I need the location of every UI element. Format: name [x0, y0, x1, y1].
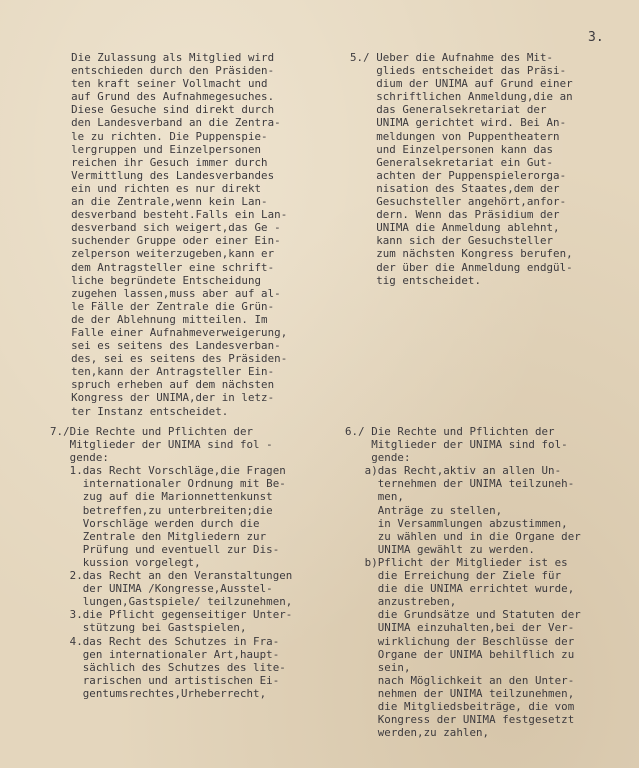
- text-line: des, sei es seitens des Präsiden-: [58, 352, 288, 366]
- text-line: der UNIMA /Kongresse,Ausstel-: [50, 582, 273, 596]
- text-line: gende:: [345, 451, 411, 465]
- text-line: Diese Gesuche sind direkt durch: [58, 103, 275, 117]
- text-line: tig entscheidet.: [350, 273, 482, 287]
- text-line: dem Antragsteller eine schrift-: [58, 260, 275, 274]
- text-line: a)das Recht,aktiv an allen Un-: [345, 464, 562, 478]
- text-line: die Grundsätze und Statuten der: [345, 608, 581, 622]
- text-line: rarischen und artistischen Ei-: [50, 673, 280, 687]
- text-line: nehmen der UNIMA teilzunehmen,: [345, 686, 575, 700]
- text-line: meldungen von Puppentheatern: [350, 129, 560, 143]
- text-line: de der Ablehnung mitteilen. Im: [58, 312, 268, 326]
- text-line: anzustreben,: [345, 595, 457, 609]
- text-line: zu wählen und in die Organe der: [345, 529, 581, 543]
- text-line: 6./ Die Rechte und Pflichten der: [345, 425, 555, 438]
- text-line: achten der Puppenspielerorga-: [350, 168, 567, 182]
- text-line: Die Zulassung als Mitglied wird: [58, 51, 275, 64]
- text-line: 5./ Ueber die Aufnahme des Mit-: [350, 51, 554, 64]
- text-line: zug auf die Marionnettenkunst: [50, 490, 273, 504]
- text-line: sächlich des Schutzes des lite-: [50, 660, 286, 674]
- text-line: ein und richten es nur direkt: [58, 181, 262, 195]
- text-line: le Fälle der Zentrale die Grün-: [58, 299, 275, 313]
- text-line: nisation des Staates,dem der: [350, 181, 560, 195]
- text-line: spruch erheben auf dem nächsten: [58, 378, 275, 392]
- text-line: schriftlichen Anmeldung,die an: [350, 90, 573, 104]
- text-line: Organe der UNIMA behilflich zu: [345, 647, 575, 661]
- text-line: Mitglieder der UNIMA sind fol-: [345, 438, 568, 452]
- text-line: men,: [345, 490, 404, 504]
- text-line: nach Möglichkeit an den Unter-: [345, 673, 575, 687]
- text-line: Kongress der UNIMA,der in letz-: [58, 391, 275, 405]
- text-line: und Einzelpersonen kann das: [350, 142, 554, 156]
- text-line: UNIMA gewählt zu werden.: [345, 542, 535, 556]
- text-line: UNIMA die Anmeldung ablehnt,: [350, 221, 560, 235]
- section-admission-german-left: [58, 51, 287, 418]
- text-line: gen internationaler Art,haupt-: [50, 647, 280, 661]
- text-line: zugehen lassen,muss aber auf al-: [58, 286, 281, 300]
- text-line: ten,kann der Antragsteller Ein-: [58, 365, 275, 379]
- text-line: ter Instanz entscheidet.: [58, 404, 229, 418]
- text-line: b)Pflicht der Mitglieder ist es: [345, 555, 568, 569]
- text-line: desverband besteht.Falls ein Lan-: [58, 208, 288, 222]
- text-line: werden,zu zahlen,: [345, 726, 490, 740]
- text-line: Vorschläge werden durch die: [50, 516, 260, 530]
- section-7-rights-duties: [50, 425, 292, 700]
- text-line: liche begründete Entscheidung: [58, 273, 262, 287]
- text-line: kussion vorgelegt,: [50, 555, 201, 569]
- text-line: stützung bei Gastspielen,: [50, 621, 247, 635]
- text-line: die Mitgliedsbeiträge, die vom: [345, 699, 575, 713]
- text-line: UNIMA gerichtet wird. Bei An-: [350, 116, 567, 130]
- text-line: sein,: [345, 660, 411, 674]
- text-line: Kongress der UNIMA festgesetzt: [345, 713, 575, 727]
- text-line: der über die Anmeldung endgül-: [350, 260, 573, 274]
- text-line: le zu richten. Die Puppenspie-: [58, 129, 268, 143]
- text-line: Mitglieder der UNIMA sind fol -: [50, 438, 273, 452]
- text-line: glieds entscheidet das Präsi-: [350, 64, 567, 78]
- text-line: lungen,Gastspiele/ teilzunehmen,: [50, 595, 293, 609]
- text-line: sei es seitens des Landesverban-: [58, 339, 281, 353]
- text-line: in Versammlungen abzustimmen,: [345, 516, 568, 530]
- text-line: Falle einer Aufnahmeverweigerung,: [58, 325, 288, 339]
- text-line: Zentrale den Mitgliedern zur: [50, 529, 267, 543]
- section-5-admission: [350, 51, 573, 287]
- text-line: betreffen,zu unterbreiten;die: [50, 503, 273, 517]
- page-number: 3.: [588, 30, 604, 45]
- text-line: 7./Die Rechte und Pflichten der: [50, 425, 254, 438]
- text-line: zelperson weiterzugeben,kann er: [58, 247, 275, 261]
- text-line: kann sich der Gesuchsteller: [350, 234, 554, 248]
- text-line: wirklichung der Beschlüsse der: [345, 634, 575, 648]
- text-line: entschieden durch den Präsiden-: [58, 64, 275, 78]
- text-line: die Erreichung der Ziele für: [345, 569, 562, 583]
- text-line: an die Zentrale,wenn kein Lan-: [58, 195, 268, 209]
- text-line: ternehmen der UNIMA teilzuneh-: [345, 477, 575, 491]
- text-line: 2.das Recht an den Veranstaltungen: [50, 569, 293, 583]
- text-line: die die UNIMA errichtet wurde,: [345, 582, 575, 596]
- text-line: lergruppen und Einzelpersonen: [58, 142, 262, 156]
- text-line: ten kraft seiner Vollmacht und: [58, 77, 268, 91]
- text-line: 1.das Recht Vorschläge,die Fragen: [50, 464, 286, 478]
- text-line: suchender Gruppe oder einer Ein-: [58, 234, 281, 248]
- text-line: Vermittlung des Landesverbandes: [58, 168, 275, 182]
- text-line: Anträge zu stellen,: [345, 503, 503, 517]
- text-line: 4.das Recht des Schutzes in Fra-: [50, 634, 280, 648]
- text-line: gende:: [50, 451, 109, 465]
- text-line: Generalsekretariat ein Gut-: [350, 155, 554, 169]
- text-line: zum nächsten Kongress berufen,: [350, 247, 573, 261]
- text-line: dern. Wenn das Präsidium der: [350, 208, 560, 222]
- section-6-rights-duties: [345, 425, 581, 739]
- text-line: dium der UNIMA auf Grund einer: [350, 77, 573, 91]
- text-line: 3.die Pflicht gegenseitiger Unter-: [50, 608, 293, 622]
- text-line: gentumsrechtes,Urheberrecht,: [50, 686, 267, 700]
- text-line: desverband sich weigert,das Ge -: [58, 221, 281, 235]
- text-line: Prüfung und eventuell zur Dis-: [50, 542, 280, 556]
- text-line: auf Grund des Aufnahmegesuches.: [58, 90, 275, 104]
- text-line: reichen ihr Gesuch immer durch: [58, 155, 268, 169]
- text-line: Gesuchsteller angehört,anfor-: [350, 195, 567, 209]
- text-line: internationaler Ordnung mit Be-: [50, 477, 286, 491]
- text-line: den Landesverband an die Zentra-: [58, 116, 281, 130]
- text-line: UNIMA einzuhalten,bei der Ver-: [345, 621, 575, 635]
- text-line: das Generalsekretariat der: [350, 103, 547, 117]
